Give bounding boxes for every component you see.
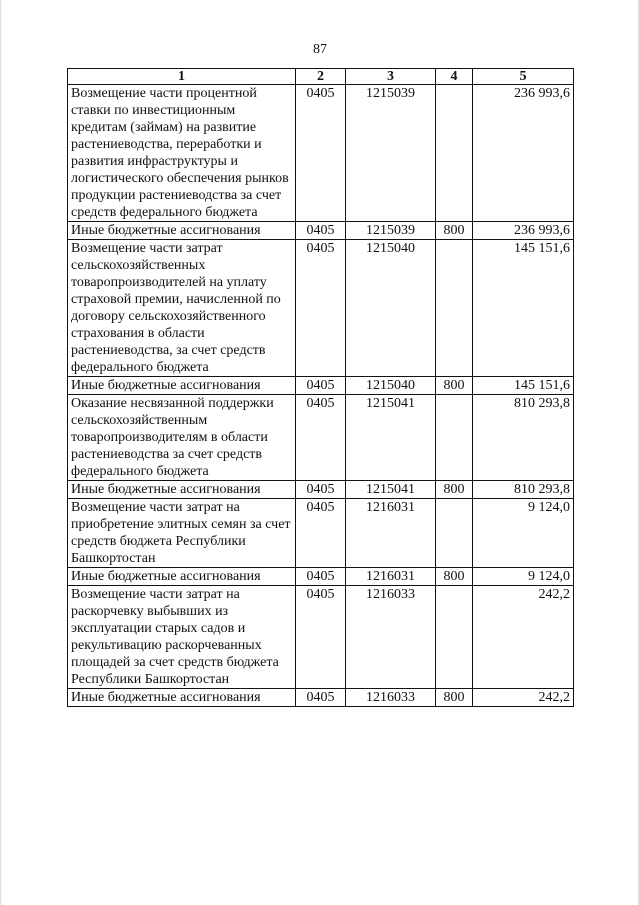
row-section: 0405: [296, 481, 346, 499]
row-section: 0405: [296, 85, 346, 222]
row-description: Иные бюджетные ассигнования: [68, 222, 296, 240]
row-amount: 145 151,6: [473, 240, 574, 377]
row-expense-type: 800: [436, 568, 473, 586]
table-row: [68, 395, 574, 481]
row-section: 0405: [296, 222, 346, 240]
table-row: [68, 222, 574, 240]
row-target-code: 1215039: [346, 222, 436, 240]
table-row: [68, 568, 574, 586]
column-header-1: 1: [68, 69, 296, 85]
row-description: Иные бюджетные ассигнования: [68, 689, 296, 707]
row-expense-type: 800: [436, 222, 473, 240]
row-description: Возмещение части затрат на раскорчевку выбывших из эксплуатации старых садов и рекультивацию раскорчеванных площадей за счет средств бюджета Республики Башкортостан: [68, 586, 296, 689]
table-row: [68, 240, 574, 377]
table-body: [68, 85, 574, 707]
row-expense-type: [436, 240, 473, 377]
row-target-code: 1216033: [346, 586, 436, 689]
row-expense-type: 800: [436, 377, 473, 395]
row-expense-type: [436, 85, 473, 222]
row-expense-type: 800: [436, 689, 473, 707]
table-row: [68, 85, 574, 222]
row-amount: 810 293,8: [473, 395, 574, 481]
row-section: 0405: [296, 395, 346, 481]
column-header-2: 2: [296, 69, 346, 85]
row-description: Возмещение части процентной ставки по инвестиционным кредитам (займам) на развитие растениеводства, переработки и развития инфраструктуры и логистического обеспечения рынков продукции растениеводства за счет средств федерального бюджета: [68, 85, 296, 222]
column-header-3: 3: [346, 69, 436, 85]
table-header: [68, 69, 574, 85]
row-target-code: 1215039: [346, 85, 436, 222]
row-amount: 236 993,6: [473, 85, 574, 222]
row-expense-type: 800: [436, 481, 473, 499]
row-amount: 9 124,0: [473, 568, 574, 586]
row-amount: 9 124,0: [473, 499, 574, 568]
row-description: Возмещение части затрат на приобретение элитных семян за счет средств бюджета Республики Башкортостан: [68, 499, 296, 568]
table-row: [68, 481, 574, 499]
row-description: Иные бюджетные ассигнования: [68, 481, 296, 499]
row-section: 0405: [296, 586, 346, 689]
row-section: 0405: [296, 499, 346, 568]
row-description: Оказание несвязанной поддержки сельскохозяйственным товаропроизводителям в области растениеводства за счет средств федерального бюджета: [68, 395, 296, 481]
table-row: [68, 377, 574, 395]
row-description: Иные бюджетные ассигнования: [68, 377, 296, 395]
column-header-4: 4: [436, 69, 473, 85]
row-description: Иные бюджетные ассигнования: [68, 568, 296, 586]
row-target-code: 1215041: [346, 481, 436, 499]
row-amount: 810 293,8: [473, 481, 574, 499]
budget-table: [67, 68, 574, 707]
row-section: 0405: [296, 240, 346, 377]
row-amount: 242,2: [473, 689, 574, 707]
row-section: 0405: [296, 689, 346, 707]
scan-edge-left: [0, 0, 2, 905]
row-section: 0405: [296, 568, 346, 586]
row-target-code: 1216033: [346, 689, 436, 707]
page-number: 87: [313, 42, 327, 57]
row-target-code: 1215041: [346, 395, 436, 481]
row-expense-type: [436, 586, 473, 689]
row-description: Возмещение части затрат сельскохозяйственных товаропроизводителей на уплату страховой премии, начисленной по договору сельскохозяйственного страхования в области растениеводства, за счет средств федерального бюджета: [68, 240, 296, 377]
row-section: 0405: [296, 377, 346, 395]
row-amount: 236 993,6: [473, 222, 574, 240]
table-row: [68, 586, 574, 689]
row-expense-type: [436, 395, 473, 481]
table-row: [68, 689, 574, 707]
row-target-code: 1215040: [346, 240, 436, 377]
row-target-code: 1216031: [346, 499, 436, 568]
header-row: [68, 69, 574, 85]
row-expense-type: [436, 499, 473, 568]
row-amount: 242,2: [473, 586, 574, 689]
row-amount: 145 151,6: [473, 377, 574, 395]
row-target-code: 1215040: [346, 377, 436, 395]
column-header-5: 5: [473, 69, 574, 85]
row-target-code: 1216031: [346, 568, 436, 586]
table-row: [68, 499, 574, 568]
